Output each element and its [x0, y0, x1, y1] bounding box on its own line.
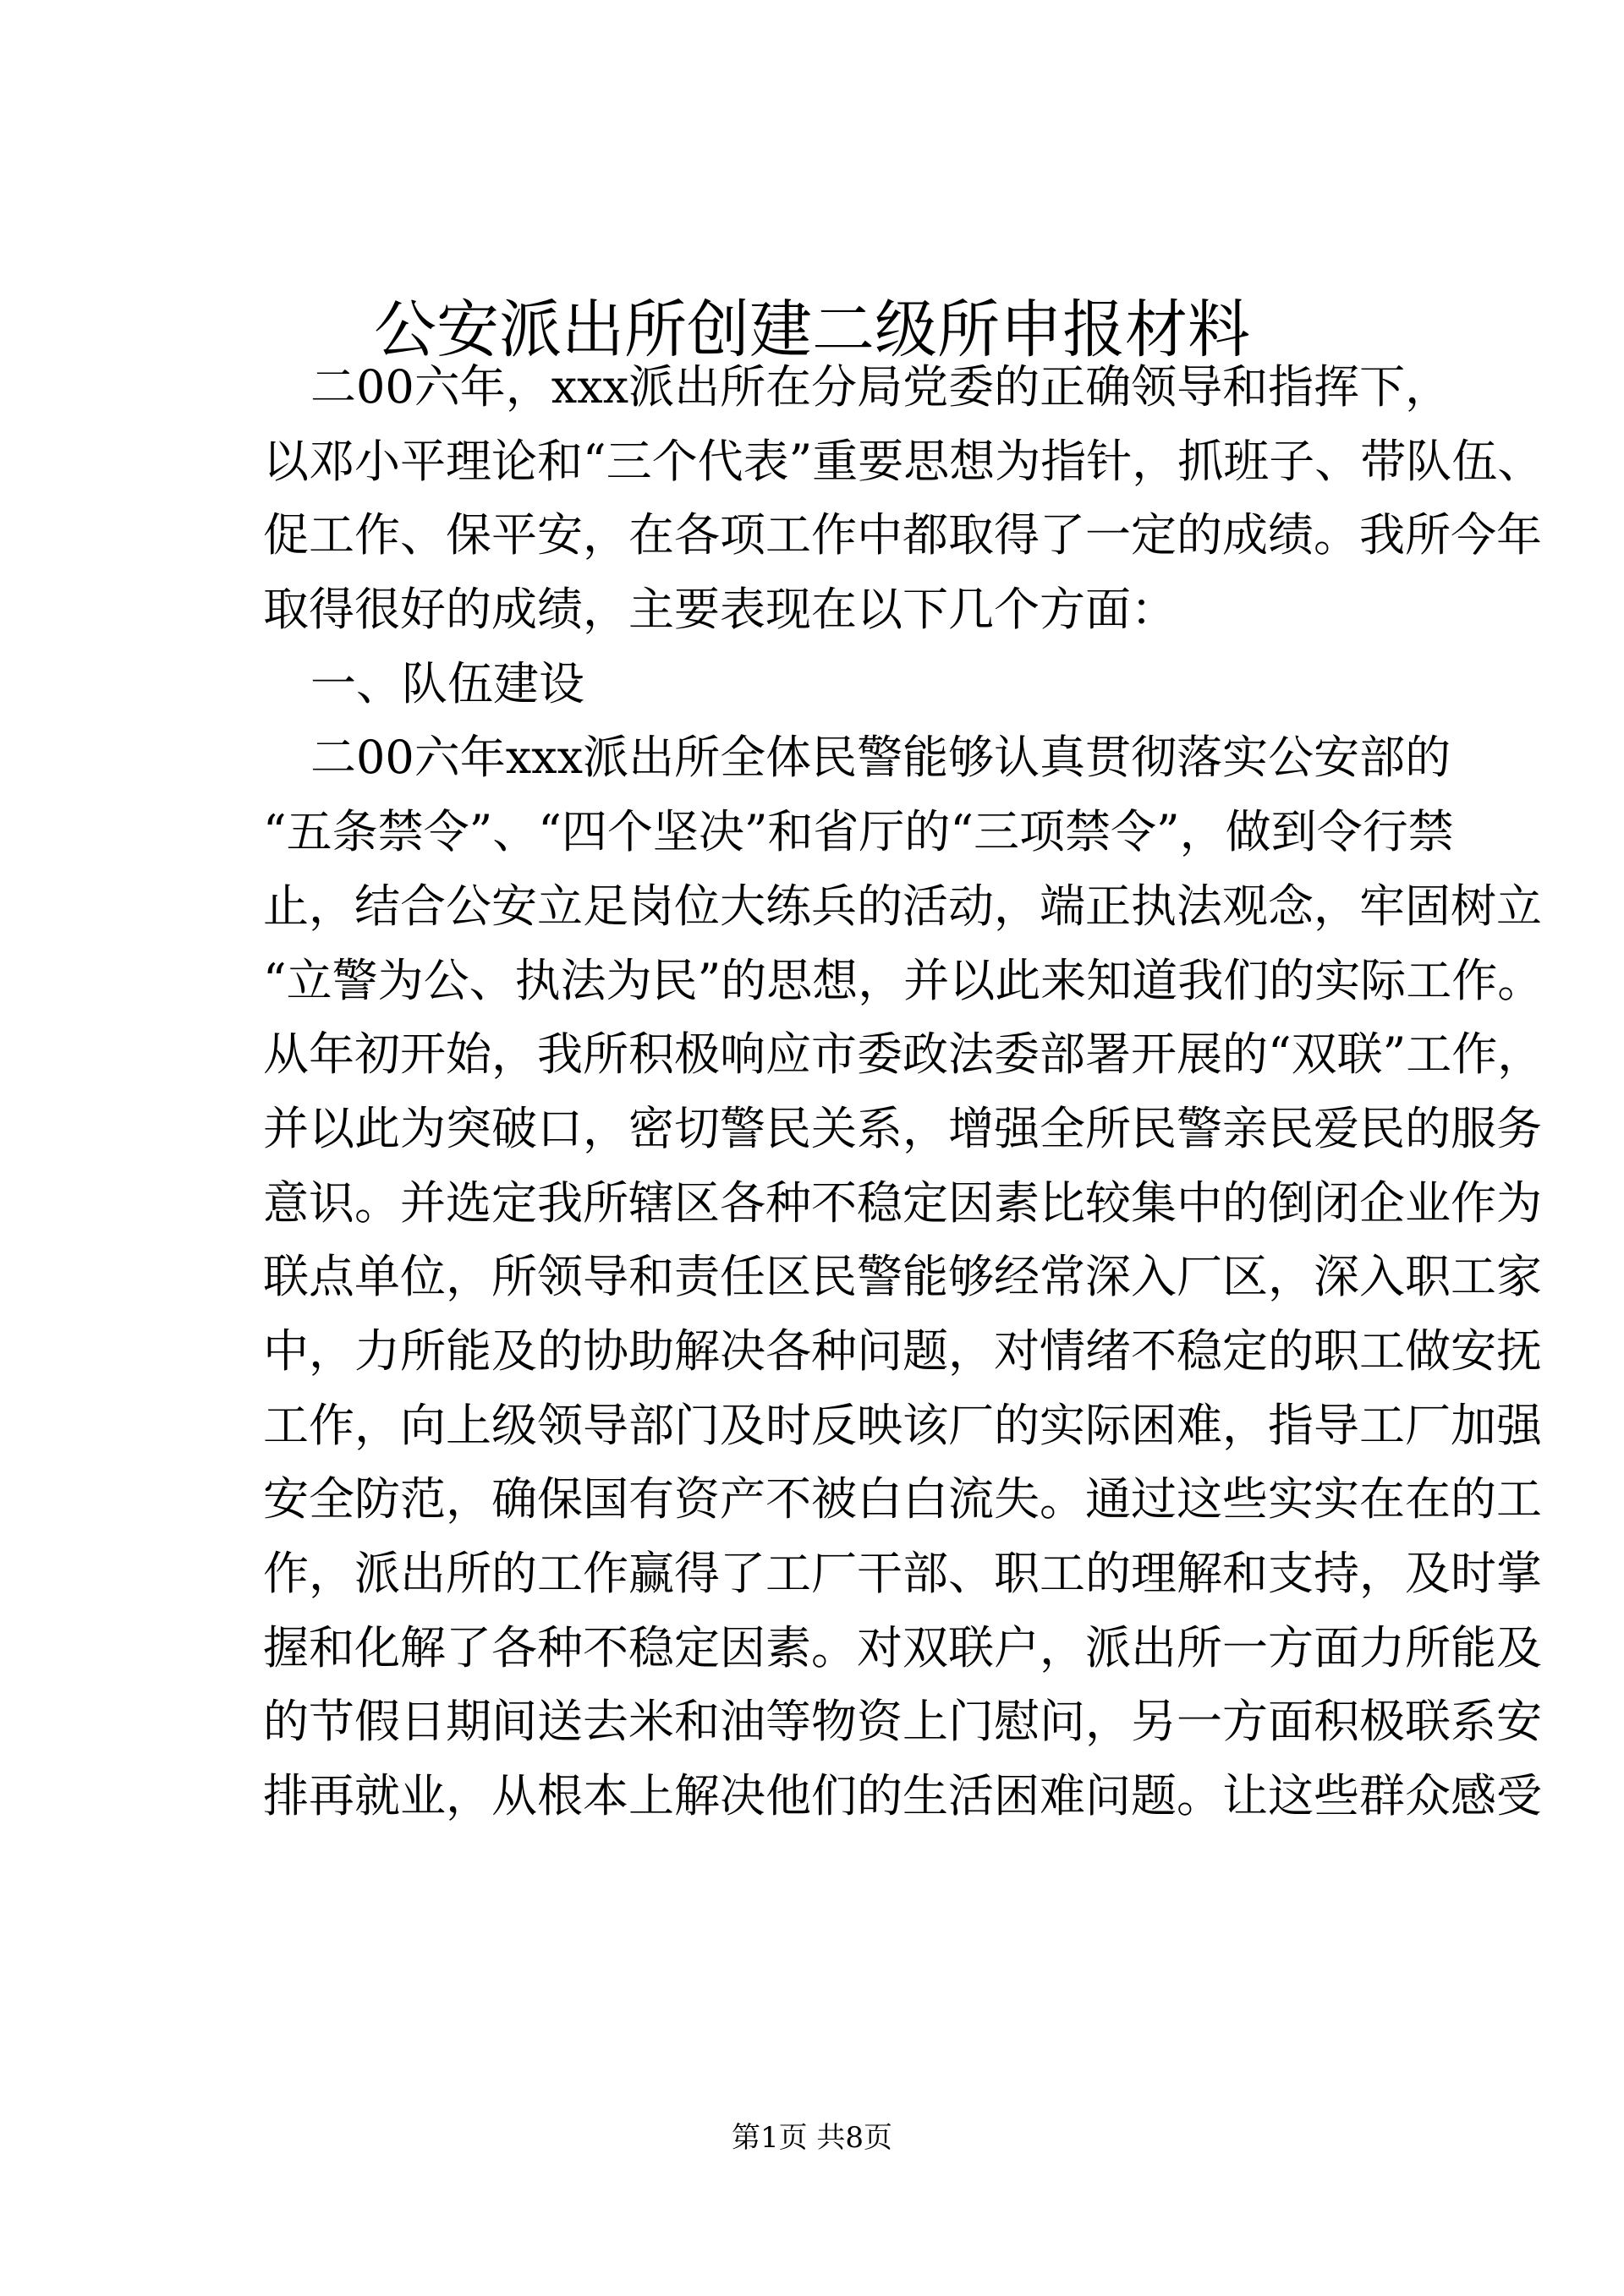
text-line: 工作，向上级领导部门及时反映该厂的实际困难，指导工厂加强	[263, 1398, 1542, 1452]
document-title: 公安派出所创建二级所申报材料	[374, 293, 1250, 366]
text-line: 意识。并选定我所辖区各种不稳定因素比较集中的倒闭企业作为	[263, 1175, 1542, 1230]
text-line: 取得很好的成绩，主要表现在以下几个方面：	[263, 583, 1177, 637]
text-line: “五条禁令”、“四个坚决”和省厅的“三项禁令”，做到令行禁	[263, 805, 1454, 859]
text-line: 并以此为突破口，密切警民关系，增强全所民警亲民爱民的服务	[263, 1101, 1542, 1155]
document-body	[263, 350, 1544, 1833]
text-line: 作，派出所的工作赢得了工厂干部、职工的理解和支持，及时掌	[263, 1547, 1542, 1600]
text-line: 握和化解了各种不稳定因素。对双联户，派出所一方面力所能及	[263, 1620, 1542, 1674]
text-line: 安全防范，确保国有资产不被白白流失。通过这些实实在在的工	[263, 1472, 1542, 1526]
text-line: 止，结合公安立足岗位大练兵的活动，端正执法观念，牢固树立	[263, 879, 1542, 933]
page-footer: 第1页 共8页	[731, 2121, 893, 2155]
text-line: 二00六年，xxx派出所在分局党委的正确领导和指挥下，	[310, 360, 1451, 414]
text-line: 从年初开始，我所积极响应市委政法委部署开展的“双联”工作，	[263, 1027, 1544, 1082]
text-line: 以邓小平理论和“三个代表”重要思想为指针，抓班子、带队伍、	[263, 434, 1544, 488]
text-line: 的节假日期间送去米和油等物资上门慰问，另一方面积极联系安	[263, 1695, 1542, 1749]
text-line: 促工作、保平安，在各项工作中都取得了一定的成绩。我所今年	[263, 508, 1542, 562]
text-line: 二00六年xxx派出所全体民警能够认真贯彻落实公安部的	[310, 731, 1451, 785]
text-line: 中，力所能及的协助解决各种问题，对情绪不稳定的职工做安抚	[263, 1323, 1542, 1378]
text-line: “立警为公、执法为民”的思想，并以此来知道我们的实际工作。	[263, 953, 1544, 1007]
section-heading: 一、队伍建设	[310, 656, 584, 710]
text-line: 联点单位，所领导和责任区民警能够经常深入厂区，深入职工家	[263, 1250, 1542, 1304]
text-line: 排再就业，从根本上解决他们的生活困难问题。让这些群众感受	[263, 1769, 1542, 1823]
